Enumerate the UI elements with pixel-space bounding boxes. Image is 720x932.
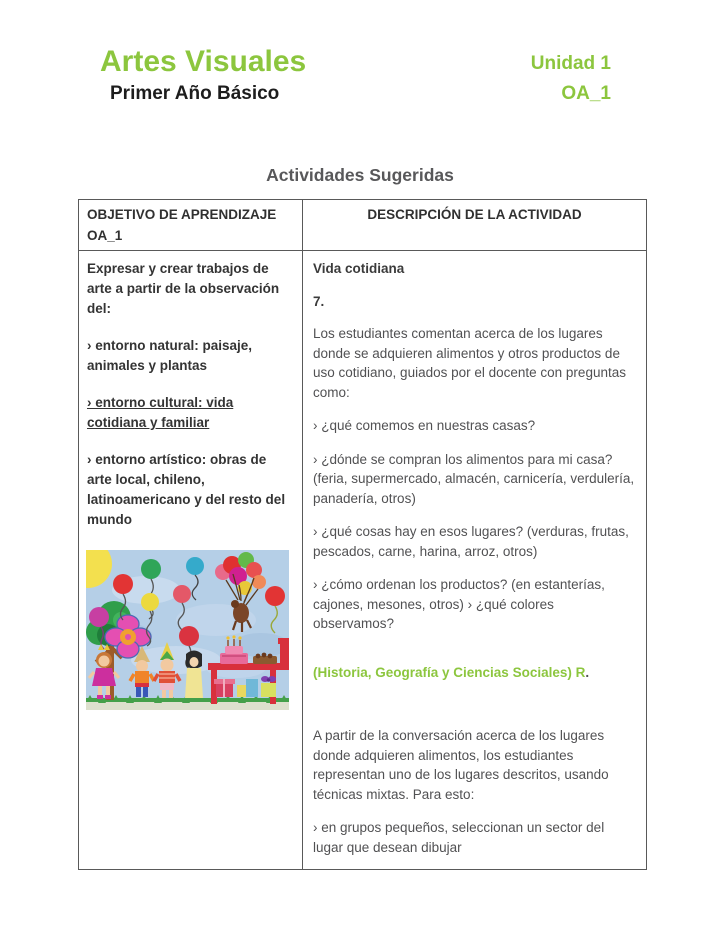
objective-cell (79, 251, 303, 870)
subject-reference-text: (Historia, Geografía y Ciencias Sociales) R (313, 664, 586, 680)
section-title: Actividades Sugeridas (266, 165, 454, 185)
activity-last-bullet: › en grupos pequeños, seleccionan un sector del lugar que desean dibujar (313, 820, 605, 855)
child-drawing-image (86, 550, 289, 710)
header-right (531, 45, 611, 105)
activity-question-4: › ¿cómo ordenan los productos? (en estanterías, cajones, mesones, otros) › ¿qué colores observamos? (313, 577, 605, 631)
header-left (100, 45, 306, 105)
objective-item-cultural: › entorno cultural: vida cotidiana y familiar (87, 395, 234, 430)
activity-cell (303, 251, 647, 870)
grade-subtitle: Primer Año Básico (110, 83, 280, 104)
objective-intro: Expresar y crear trabajos de arte a partir de la observación del: (87, 261, 280, 316)
document-header (0, 0, 720, 105)
activity-question-1: › ¿qué comemos en nuestras casas? (313, 418, 536, 433)
header-objective: OBJETIVO DE APRENDIZAJE OA_1 (79, 200, 303, 251)
table-header-row (79, 200, 647, 251)
table-content-row (79, 251, 647, 870)
activity-heading: Vida cotidiana (313, 261, 405, 276)
header-description: DESCRIPCIÓN DE LA ACTIVIDAD (303, 200, 647, 251)
unit-label: Unidad 1 (530, 53, 611, 74)
subject-reference (313, 663, 636, 683)
objective-item-natural: › entorno natural: paisaje, animales y plantas (87, 338, 253, 373)
subject-reference-dot: . (585, 664, 590, 680)
activity-question-2: › ¿dónde se compran los alimentos para mi casa? (feria, supermercado, almacén, carnicería, verdulería, panadería, otros) (313, 451, 635, 506)
activity-number: 7. (313, 293, 325, 309)
activity-paragraph-2: A partir de la conversación acerca de los lugares donde adquieren alimentos, los estudiantes representan uno de los lugares descritos, usando técnicas mixtas. Para esto: (313, 728, 609, 802)
activities-table (78, 199, 647, 870)
activity-question-3: › ¿qué cosas hay en esos lugares? (verduras, frutas, pescados, carne, harina, arroz, otros) (313, 524, 629, 559)
course-title: Artes Visuales (100, 45, 307, 78)
objective-item-artistico: › entorno artístico: obras de arte local, chileno, latinoamericano y del resto del mundo (87, 452, 286, 527)
oa-label: OA_1 (561, 83, 611, 104)
activity-paragraph-1: Los estudiantes comentan acerca de los lugares donde se adquieren alimentos y otros productos de uso cotidiano, guiados por el docente con preguntas como: (313, 326, 626, 400)
